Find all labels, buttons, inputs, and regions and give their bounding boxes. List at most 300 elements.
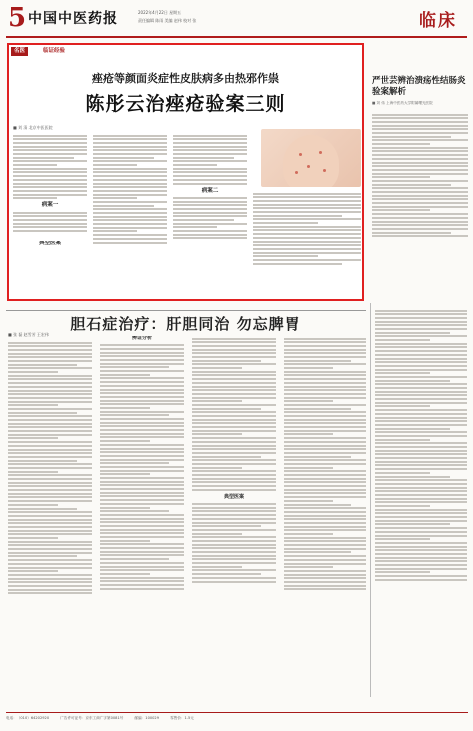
text-line	[8, 367, 92, 369]
text-line	[192, 441, 276, 443]
text-line	[13, 223, 87, 225]
text-line	[372, 195, 468, 197]
text-line	[375, 571, 430, 573]
text-line	[372, 165, 468, 167]
text-line	[372, 184, 451, 186]
text-line	[375, 343, 467, 345]
text-line	[93, 183, 167, 185]
text-line	[284, 404, 366, 406]
text-line	[372, 198, 468, 200]
text-line	[375, 376, 467, 378]
text-line	[93, 208, 167, 210]
text-line	[192, 393, 276, 395]
text-line	[100, 547, 184, 549]
text-line	[100, 392, 184, 394]
text-line	[284, 507, 366, 509]
text-line	[284, 459, 366, 461]
text-line	[375, 324, 467, 326]
text-line	[284, 515, 366, 517]
text-line	[8, 496, 92, 498]
text-line	[253, 222, 318, 224]
text-line	[173, 153, 247, 155]
text-line	[284, 489, 366, 491]
text-line	[375, 361, 467, 363]
text-line	[93, 157, 154, 159]
text-line	[192, 386, 276, 388]
text-line	[8, 555, 77, 557]
text-line	[192, 378, 276, 380]
text-line	[192, 514, 276, 516]
text-line	[192, 489, 276, 491]
text-line	[192, 452, 276, 454]
text-line	[8, 500, 92, 502]
text-line	[192, 533, 242, 535]
text-line	[192, 356, 276, 358]
text-column	[8, 340, 92, 708]
text-line	[100, 359, 184, 361]
text-line	[13, 157, 74, 159]
lower-article-byline: ■ 张 磊 赵雪芳 王宏伟	[8, 332, 49, 337]
text-line	[8, 504, 58, 506]
text-line	[372, 187, 468, 189]
text-line	[13, 138, 87, 140]
text-line	[8, 412, 77, 414]
text-line	[93, 223, 167, 225]
text-line	[8, 519, 92, 521]
text-line	[93, 138, 167, 140]
text-line	[8, 393, 92, 395]
text-line	[192, 345, 276, 347]
text-line	[372, 206, 468, 208]
text-line	[253, 211, 361, 213]
text-line	[284, 452, 366, 454]
text-line	[375, 365, 467, 367]
text-line	[8, 415, 92, 417]
text-line	[100, 422, 184, 424]
featured-article[interactable]	[7, 43, 364, 301]
text-line	[100, 381, 184, 383]
text-line	[375, 383, 467, 385]
text-line	[375, 424, 467, 426]
text-line	[100, 355, 184, 357]
text-line	[100, 377, 184, 379]
text-line	[100, 580, 184, 582]
text-line	[284, 555, 366, 557]
text-line	[375, 358, 467, 360]
text-line	[192, 547, 276, 549]
text-line	[8, 445, 92, 447]
text-line	[284, 529, 366, 531]
text-line	[375, 476, 450, 478]
text-line	[284, 504, 351, 506]
text-line	[375, 538, 430, 540]
text-line	[192, 411, 276, 413]
text-line	[100, 436, 184, 438]
text-line	[100, 558, 169, 560]
text-line	[192, 341, 276, 343]
text-line	[284, 500, 333, 502]
text-line	[192, 456, 261, 458]
section-heading-wrap	[13, 241, 87, 249]
text-line	[375, 472, 430, 474]
text-line	[100, 499, 184, 501]
text-line	[8, 375, 92, 377]
text-line	[284, 448, 366, 450]
text-line	[372, 235, 468, 237]
text-line	[253, 218, 361, 220]
text-line	[284, 544, 366, 546]
text-line	[375, 405, 430, 407]
text-line	[8, 356, 92, 358]
text-line	[8, 548, 92, 550]
text-line	[13, 183, 87, 185]
text-line	[372, 221, 468, 223]
text-line	[375, 457, 467, 459]
text-line	[284, 363, 366, 365]
text-line	[375, 498, 467, 500]
text-line	[192, 481, 276, 483]
text-line	[284, 415, 366, 417]
text-line	[8, 378, 92, 380]
text-line	[375, 372, 430, 374]
text-line	[375, 439, 430, 441]
text-line	[375, 527, 467, 529]
text-line	[8, 441, 92, 443]
face-shape	[283, 135, 339, 187]
text-line	[284, 522, 366, 524]
text-line	[284, 382, 366, 384]
text-line	[192, 467, 242, 469]
text-line	[372, 191, 468, 193]
text-line	[192, 581, 276, 583]
text-line	[100, 525, 184, 527]
text-line	[192, 360, 261, 362]
text-line	[173, 237, 247, 239]
text-line	[93, 197, 137, 199]
text-line	[8, 386, 92, 388]
text-line	[8, 515, 92, 517]
text-line	[100, 462, 169, 464]
text-line	[372, 224, 468, 226]
text-column	[13, 133, 87, 297]
text-line	[375, 402, 467, 404]
acne-dot	[295, 171, 298, 174]
text-line	[93, 234, 167, 236]
text-line	[93, 160, 167, 162]
text-line	[375, 369, 467, 371]
text-line	[192, 525, 261, 527]
text-line	[173, 230, 247, 232]
text-line	[100, 481, 184, 483]
text-line	[192, 445, 276, 447]
paper-name: 中国中医药报	[28, 11, 118, 27]
text-line	[253, 193, 361, 195]
text-line	[8, 485, 92, 487]
text-line	[100, 554, 184, 556]
footer-item: 邮编：100029	[134, 716, 159, 720]
text-line	[253, 263, 342, 265]
text-line	[284, 371, 366, 373]
text-line	[284, 374, 366, 376]
text-line	[375, 487, 467, 489]
text-line	[100, 477, 184, 479]
text-line	[100, 385, 184, 387]
text-line	[13, 168, 87, 170]
text-line	[372, 162, 468, 164]
text-line	[100, 403, 184, 405]
text-line	[13, 194, 87, 196]
text-line	[284, 588, 366, 590]
text-line	[375, 531, 467, 533]
text-line	[93, 168, 167, 170]
text-line	[192, 536, 276, 538]
text-line	[93, 164, 137, 166]
text-line	[192, 507, 276, 509]
text-column	[93, 133, 167, 297]
text-line	[173, 146, 247, 148]
text-line	[375, 501, 467, 503]
text-line	[100, 440, 150, 442]
text-line	[253, 196, 361, 198]
text-line	[8, 574, 92, 576]
text-line	[173, 179, 247, 181]
text-line	[372, 121, 468, 123]
text-line	[192, 367, 242, 369]
text-line	[284, 470, 366, 472]
text-line	[8, 426, 92, 428]
text-line	[192, 448, 276, 450]
text-line	[253, 200, 361, 202]
text-line	[284, 356, 366, 358]
text-line	[8, 541, 92, 543]
text-line	[284, 367, 333, 369]
text-line	[192, 485, 276, 487]
text-line	[284, 426, 366, 428]
text-line	[13, 164, 57, 166]
text-line	[8, 578, 92, 580]
text-line	[173, 171, 247, 173]
text-line	[100, 507, 150, 509]
text-line	[173, 135, 247, 137]
text-line	[284, 496, 366, 498]
text-line	[375, 512, 467, 514]
text-line	[284, 456, 351, 458]
text-line	[375, 431, 467, 433]
text-line	[284, 338, 366, 340]
text-line	[100, 473, 150, 475]
text-line	[173, 149, 247, 151]
text-line	[284, 433, 333, 435]
text-line	[284, 581, 366, 583]
article-title: 陈彤云治痤疮验案三则	[85, 93, 286, 115]
text-line	[100, 344, 184, 346]
text-line	[192, 419, 276, 421]
section-name: 临床	[419, 11, 457, 31]
text-line	[13, 190, 87, 192]
divider	[6, 310, 366, 311]
text-line	[284, 474, 366, 476]
text-line	[375, 520, 467, 522]
text-line	[375, 435, 467, 437]
text-line	[93, 153, 167, 155]
text-line	[375, 575, 467, 577]
text-line	[284, 463, 366, 465]
text-line	[192, 422, 276, 424]
text-line	[284, 518, 366, 520]
text-line	[8, 404, 58, 406]
text-line	[192, 371, 276, 373]
text-line	[375, 494, 467, 496]
lower-article-title[interactable]: 胆石症治疗：肝胆同治 勿忘脾胃	[70, 315, 301, 333]
text-line	[375, 442, 467, 444]
text-line	[375, 321, 467, 323]
text-line	[284, 563, 366, 565]
text-line	[253, 237, 361, 239]
text-line	[192, 382, 276, 384]
text-line	[284, 349, 366, 351]
text-line	[100, 532, 184, 534]
text-line	[375, 417, 467, 419]
text-line	[100, 529, 184, 531]
text-line	[173, 142, 247, 144]
text-line	[375, 579, 467, 581]
text-line	[8, 345, 92, 347]
text-line	[284, 570, 366, 572]
text-line	[8, 437, 58, 439]
text-line	[375, 553, 467, 555]
text-column	[173, 133, 247, 297]
footer-item: 广告许可证号：京东工商广字第0081号	[60, 716, 124, 720]
text-line	[8, 522, 92, 524]
text-line	[192, 363, 276, 365]
text-line	[8, 533, 92, 535]
text-line	[375, 346, 467, 348]
text-line	[8, 508, 77, 510]
text-line	[372, 176, 430, 178]
text-line	[375, 310, 467, 312]
text-line	[192, 566, 242, 568]
text-line	[8, 563, 92, 565]
box-header: 辨证分析	[131, 336, 152, 341]
text-line	[372, 117, 468, 119]
text-line	[375, 564, 467, 566]
text-line	[192, 569, 276, 571]
text-line	[13, 212, 87, 214]
text-line	[284, 408, 351, 410]
text-line	[375, 339, 430, 341]
text-line	[93, 201, 167, 203]
text-line	[372, 139, 468, 141]
text-line	[13, 149, 87, 151]
text-line	[375, 317, 467, 319]
text-column	[100, 336, 184, 708]
text-line	[375, 413, 467, 415]
text-line	[253, 259, 361, 261]
text-line	[93, 142, 167, 144]
text-line	[192, 470, 276, 472]
text-line	[192, 430, 276, 432]
text-line	[284, 533, 333, 535]
section-heading: 病案一	[41, 202, 59, 209]
text-line	[93, 212, 167, 214]
text-line	[372, 147, 468, 149]
text-line	[375, 523, 450, 525]
text-line	[13, 215, 87, 217]
text-line	[8, 544, 92, 546]
text-line	[13, 160, 87, 162]
text-line	[284, 378, 366, 380]
text-line	[100, 518, 184, 520]
text-line	[173, 226, 217, 228]
page-number: 5	[8, 3, 27, 33]
text-line	[192, 544, 276, 546]
text-line	[100, 429, 184, 431]
text-line	[8, 585, 92, 587]
editor-line: 责任编辑 陈雨 美编 赵伟 校对 张	[138, 18, 197, 23]
text-line	[8, 401, 92, 403]
text-line	[192, 400, 242, 402]
text-line	[8, 423, 92, 425]
text-line	[372, 202, 468, 204]
text-line	[13, 153, 87, 155]
masthead	[6, 4, 467, 38]
text-line	[192, 558, 276, 560]
text-line	[284, 422, 366, 424]
text-line	[8, 589, 92, 591]
date-line: 2022年4月22日 星期五	[138, 10, 182, 15]
text-line	[100, 569, 184, 571]
text-line	[100, 470, 184, 472]
text-line	[100, 503, 184, 505]
text-line	[93, 238, 167, 240]
text-line	[100, 536, 184, 538]
text-line	[173, 175, 247, 177]
text-column	[375, 308, 467, 706]
text-line	[372, 213, 468, 215]
text-line	[100, 540, 150, 542]
text-line	[192, 551, 276, 553]
side-article-top[interactable]	[372, 76, 468, 300]
text-line	[284, 389, 366, 391]
text-line	[372, 143, 430, 145]
text-line	[173, 183, 247, 185]
text-line	[100, 366, 169, 368]
text-line	[284, 540, 366, 542]
text-line	[8, 360, 92, 362]
text-line	[192, 374, 276, 376]
text-line	[93, 216, 167, 218]
text-line	[100, 484, 184, 486]
text-line	[13, 230, 87, 232]
text-line	[375, 428, 450, 430]
acne-dot	[299, 153, 302, 156]
text-line	[284, 481, 366, 483]
text-line	[100, 455, 184, 457]
text-line	[13, 226, 87, 228]
article-subtitle: 痤疮等颜面炎症性皮肤病多由热邪作祟	[92, 72, 279, 85]
text-line	[93, 194, 167, 196]
text-line	[284, 411, 366, 413]
text-line	[192, 463, 276, 465]
text-line	[173, 157, 234, 159]
text-line	[284, 441, 366, 443]
face-illustration	[261, 129, 361, 187]
text-line	[192, 415, 276, 417]
text-line	[372, 125, 468, 127]
text-line	[100, 451, 184, 453]
text-line	[375, 354, 467, 356]
text-line	[8, 390, 92, 392]
